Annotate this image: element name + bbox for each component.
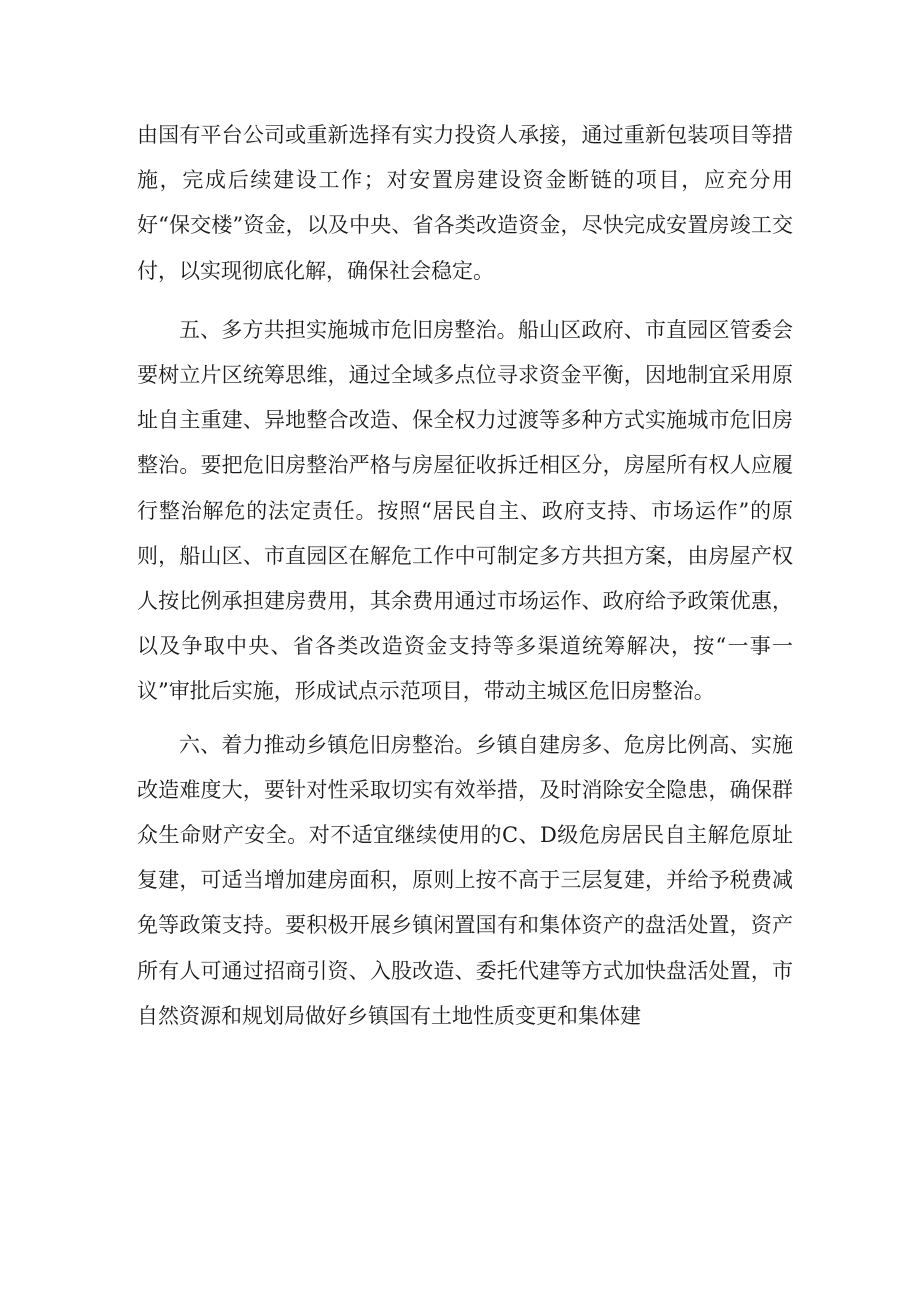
document-body: [137, 113, 793, 1039]
paragraph-section-five: 五、多方共担实施城市危旧房整治。船山区政府、市直园区管委会要树立片区统筹思维，通过全域多点位寻求资金平衡，因地制宜采用原址自主重建、异地整合改造、保全权力过渡等多种方式实施城市危旧房整治。要把危旧房整治严格与房屋征收拆迁相区分，房屋所有权人应履行整治解危的法定责任。按照“居民自主、政府支持、市场运作”的原则，船山区、市直园区在解危工作中可制定多方共担方案，由房屋产权人按比例承担建房费用，其余费用通过市场运作、政府给予政策优惠，以及争取中央、省各类改造资金支持等多渠道统筹解决，按“一事一议”审批后实施，形成试点示范项目，带动主城区危旧房整治。: [137, 317, 793, 704]
paragraph-section-six: 六、着力推动乡镇危旧房整治。乡镇自建房多、危房比例高、实施改造难度大，要针对性采取切实有效举措，及时消除安全隐患，确保群众生命财产安全。对不适宜继续使用的C、D级危房居民自主解危原址复建，可适当增加建房面积，原则上按不高于三层复建，并给予税费减免等政策支持。要积极开展乡镇闲置国有和集体资产的盘活处置，资产所有人可通过招商引资、入股改造、委托代建等方式加快盘活处置，市自然资源和规划局做好乡镇国有土地性质变更和集体建: [137, 732, 793, 1028]
paragraph-continuation: 由国有平台公司或重新选择有实力投资人承接，通过重新包装项目等措施，完成后续建设工作；对安置房建设资金断链的项目，应充分用好“保交楼”资金，以及中央、省各类改造资金，尽快完成安置房竣工交付，以实现彻底化解，确保社会稳定。: [137, 123, 793, 283]
